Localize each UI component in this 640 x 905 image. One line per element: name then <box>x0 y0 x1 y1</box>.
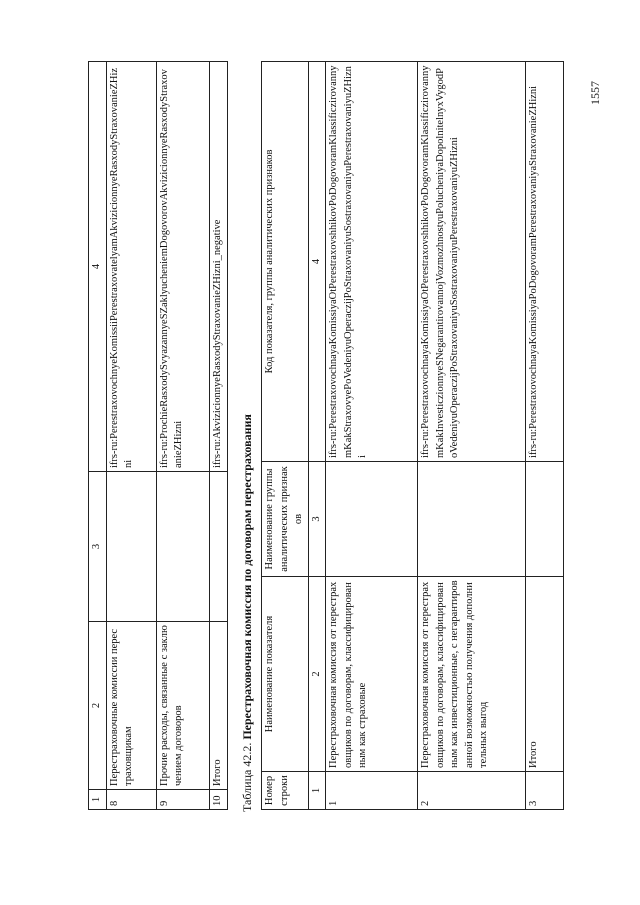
table-row <box>526 62 564 810</box>
column-number: 1 <box>308 772 326 810</box>
table-continuation <box>88 61 228 810</box>
header-cell: 1 <box>89 790 107 810</box>
reinsurance-commission-table <box>261 61 564 810</box>
group-name <box>418 462 526 577</box>
group-name <box>106 472 156 622</box>
indicator-name: Перестраховочная комиссия от перестраховщиков по договорам, классифицированным как инвестиционные, с негарантированной возможностью получения дополнительных выгод <box>418 577 526 772</box>
indicator-code: ifrs-ru:PerestraxovochnyeKomissiiPerestraxovatelyamAkvizicionnyeRasxodyStraxovanieZHizni <box>106 62 156 472</box>
row-number: 8 <box>106 790 156 810</box>
group-name <box>156 472 209 622</box>
header-indicator-name: Наименование показателя <box>262 577 309 772</box>
indicator-name: Итого <box>209 622 227 790</box>
page-number: 1557 <box>588 81 602 105</box>
column-number: 4 <box>308 62 326 462</box>
group-name <box>526 462 564 577</box>
caption-title: Перестраховочная комиссия по договорам перестрахования <box>240 414 254 740</box>
row-number: 3 <box>526 772 564 810</box>
row-number: 1 <box>326 772 418 810</box>
column-number: 2 <box>308 577 326 772</box>
table-row <box>106 62 156 810</box>
indicator-code: ifrs-ru:ProchieRasxodySvyazannyeSZaklyucheniemDogovorovAkvizicionnyeRasxodyStraxovanieZHizni <box>156 62 209 472</box>
column-number: 3 <box>308 462 326 577</box>
indicator-name: Перестраховочные комиссии перестраховщикам <box>106 622 156 790</box>
indicator-code: ifrs-ru:PerestraxovochnayaKomissiyaOtPerestraxovshhikovPoDogovoramKlassificzirovannymKakInvesticzionnyeSNegarantirovannojVozmozhnostyuPolucheniyaDopolnitelnyxVygodPoVedeniyuOperaczijPoStraxovaniyuSostraxovaniyuPerestraxovaniyuZHizni <box>418 62 526 462</box>
row-number: 2 <box>418 772 526 810</box>
table-row <box>418 62 526 810</box>
indicator-code: ifrs-ru:AkvizicionnyeRasxodyStraxovanieZHizni_negative <box>209 62 227 472</box>
header-cell: 2 <box>89 622 107 790</box>
header-cell: 3 <box>89 472 107 622</box>
table-caption <box>240 414 255 812</box>
caption-prefix: Таблица 42.2. <box>240 742 254 812</box>
table-row <box>156 62 209 810</box>
indicator-name: Итого <box>526 577 564 772</box>
indicator-name: Перестраховочная комиссия от перестраховщиков по договорам, классифицированным как страховые <box>326 577 418 772</box>
row-number: 9 <box>156 790 209 810</box>
table-row <box>209 62 227 810</box>
header-indicator-code: Код показателя, группы аналитических признаков <box>262 62 309 462</box>
indicator-name: Прочие расходы, связанные с заключением договоров <box>156 622 209 790</box>
column-number-row <box>308 62 326 810</box>
indicator-code: ifrs-ru:PerestraxovochnayaKomissiyaOtPerestraxovshhikovPoDogovoramKlassificzirovannymKakStraxovyePoVedeniyuOperaczijPoStraxovaniyuSostraxovaniyuPerestraxovaniyuZHizni <box>326 62 418 462</box>
header-row-number: Номер строки <box>262 772 309 810</box>
header-cell: 4 <box>89 62 107 472</box>
table-header-row <box>89 62 107 810</box>
table-header-row <box>262 62 309 810</box>
group-name <box>209 472 227 622</box>
row-number: 10 <box>209 790 227 810</box>
header-group-name: Наименование группы аналитических признаков <box>262 462 309 577</box>
table-row <box>326 62 418 810</box>
group-name <box>326 462 418 577</box>
indicator-code: ifrs-ru:PerestraxovochnayaKomissiyaPoDogovoramPerestraxovaniyaStraxovanieZHizni <box>526 62 564 462</box>
